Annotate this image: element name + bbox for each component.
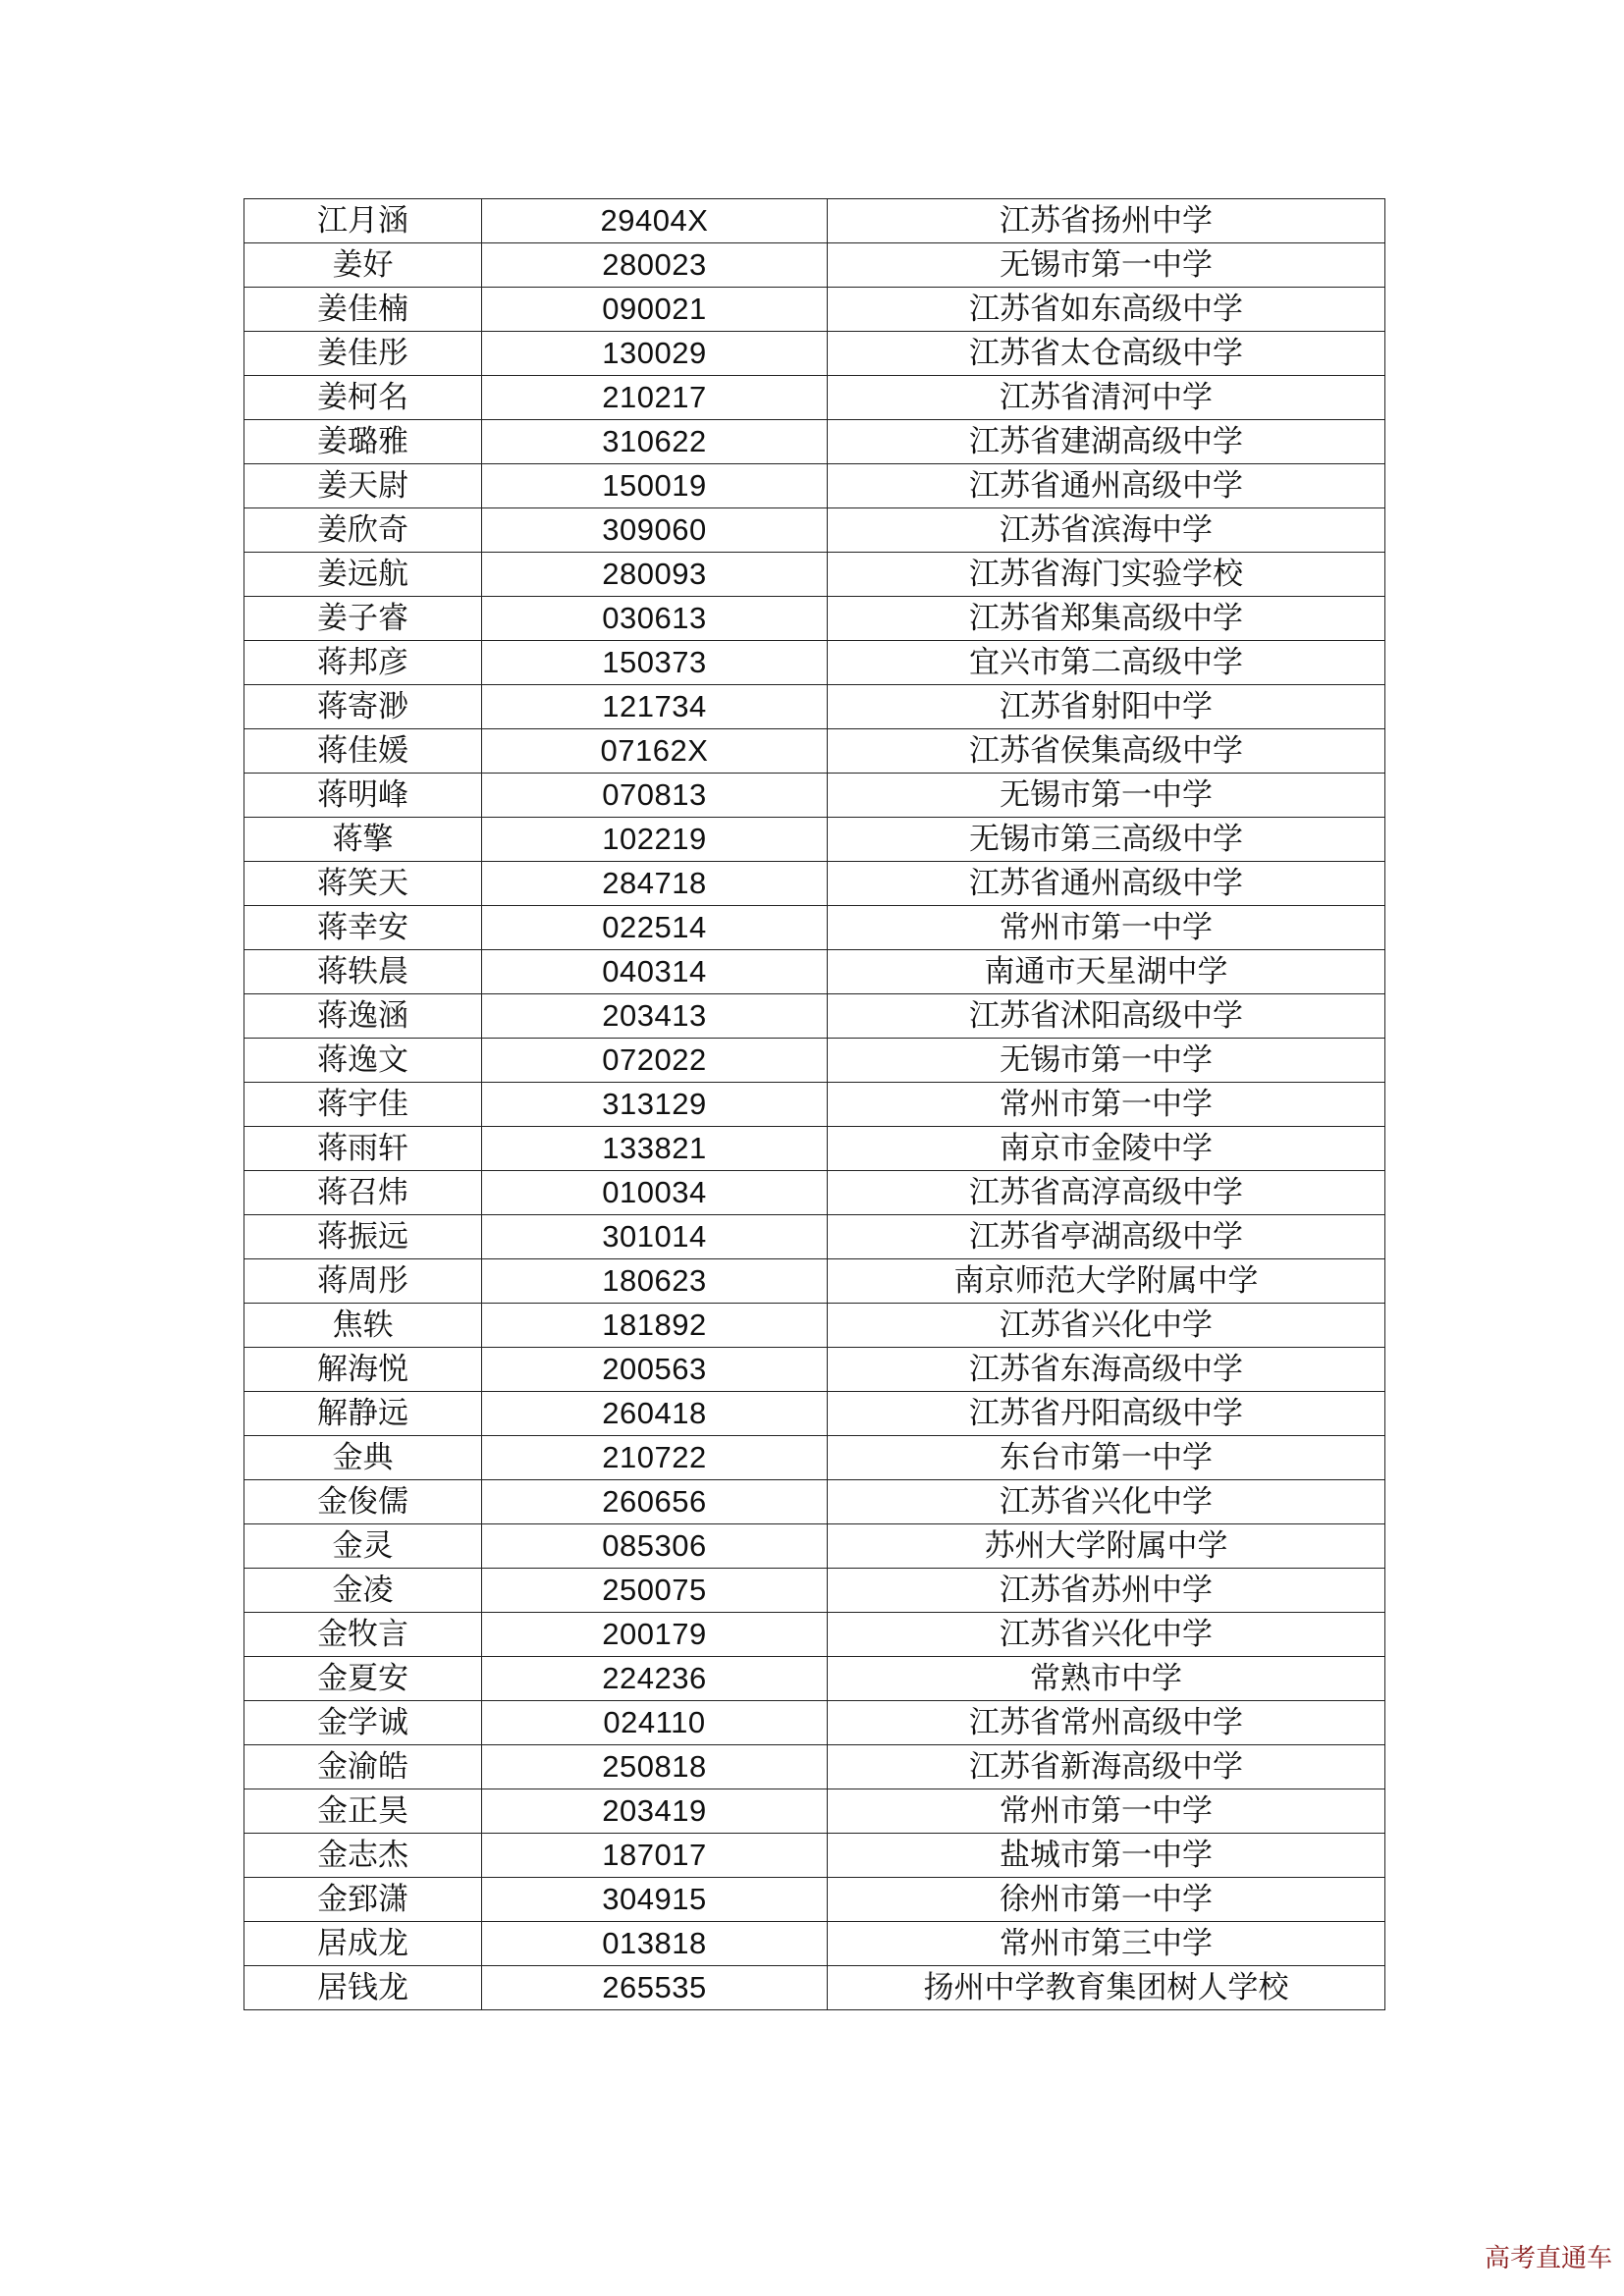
- student-name-cell: 金渝皓: [244, 1745, 482, 1789]
- student-id-cell: 203413: [482, 994, 828, 1039]
- school-name-cell: 江苏省清河中学: [828, 376, 1385, 420]
- table-row: [244, 199, 1385, 243]
- school-name-cell: 无锡市第一中学: [828, 243, 1385, 288]
- student-id-cell: 200179: [482, 1613, 828, 1657]
- table-row: [244, 1039, 1385, 1083]
- table-row: [244, 685, 1385, 729]
- table-row: [244, 1392, 1385, 1436]
- student-id-cell: 284718: [482, 862, 828, 906]
- table-row: [244, 1701, 1385, 1745]
- table-row: [244, 1789, 1385, 1834]
- roster-body: [244, 199, 1385, 2010]
- student-name-cell: 蒋明峰: [244, 774, 482, 818]
- school-name-cell: 东台市第一中学: [828, 1436, 1385, 1480]
- table-row: [244, 1569, 1385, 1613]
- student-id-cell: 210722: [482, 1436, 828, 1480]
- table-row: [244, 597, 1385, 641]
- student-name-cell: 金典: [244, 1436, 482, 1480]
- student-id-cell: 121734: [482, 685, 828, 729]
- student-id-cell: 090021: [482, 288, 828, 332]
- table-row: [244, 950, 1385, 994]
- table-row: [244, 1348, 1385, 1392]
- student-id-cell: 260418: [482, 1392, 828, 1436]
- student-name-cell: 蒋轶晨: [244, 950, 482, 994]
- student-name-cell: 蒋邦彦: [244, 641, 482, 685]
- table-row: [244, 1613, 1385, 1657]
- student-id-cell: 301014: [482, 1215, 828, 1259]
- student-name-cell: 金牧言: [244, 1613, 482, 1657]
- student-id-cell: 280093: [482, 553, 828, 597]
- school-name-cell: 扬州中学教育集团树人学校: [828, 1966, 1385, 2010]
- student-name-cell: 蒋振远: [244, 1215, 482, 1259]
- student-id-cell: 133821: [482, 1127, 828, 1171]
- student-id-cell: 265535: [482, 1966, 828, 2010]
- school-name-cell: 江苏省侯集高级中学: [828, 729, 1385, 774]
- table-row: [244, 641, 1385, 685]
- table-row: [244, 1215, 1385, 1259]
- table-row: [244, 1436, 1385, 1480]
- student-name-cell: 解静远: [244, 1392, 482, 1436]
- table-row: [244, 1127, 1385, 1171]
- school-name-cell: 常州市第一中学: [828, 1083, 1385, 1127]
- student-id-cell: 29404X: [482, 199, 828, 243]
- school-name-cell: 无锡市第三高级中学: [828, 818, 1385, 862]
- student-id-cell: 030613: [482, 597, 828, 641]
- student-name-cell: 焦轶: [244, 1304, 482, 1348]
- school-name-cell: 常州市第一中学: [828, 906, 1385, 950]
- student-name-cell: 居钱龙: [244, 1966, 482, 2010]
- student-id-cell: 010034: [482, 1171, 828, 1215]
- student-id-cell: 180623: [482, 1259, 828, 1304]
- student-roster-table: [244, 198, 1385, 2010]
- school-name-cell: 江苏省滨海中学: [828, 508, 1385, 553]
- school-name-cell: 无锡市第一中学: [828, 1039, 1385, 1083]
- school-name-cell: 南京师范大学附属中学: [828, 1259, 1385, 1304]
- student-id-cell: 310622: [482, 420, 828, 464]
- school-name-cell: 南通市天星湖中学: [828, 950, 1385, 994]
- school-name-cell: 无锡市第一中学: [828, 774, 1385, 818]
- table-row: [244, 1834, 1385, 1878]
- student-name-cell: 金志杰: [244, 1834, 482, 1878]
- school-name-cell: 江苏省亭湖高级中学: [828, 1215, 1385, 1259]
- student-id-cell: 040314: [482, 950, 828, 994]
- school-name-cell: 江苏省建湖高级中学: [828, 420, 1385, 464]
- school-name-cell: 盐城市第一中学: [828, 1834, 1385, 1878]
- student-id-cell: 072022: [482, 1039, 828, 1083]
- table-row: [244, 1657, 1385, 1701]
- table-row: [244, 1480, 1385, 1524]
- student-id-cell: 203419: [482, 1789, 828, 1834]
- student-id-cell: 150373: [482, 641, 828, 685]
- school-name-cell: 江苏省丹阳高级中学: [828, 1392, 1385, 1436]
- student-id-cell: 250075: [482, 1569, 828, 1613]
- student-name-cell: 金学诚: [244, 1701, 482, 1745]
- table-row: [244, 729, 1385, 774]
- school-name-cell: 江苏省兴化中学: [828, 1480, 1385, 1524]
- student-id-cell: 200563: [482, 1348, 828, 1392]
- watermark-label: 高考直通车: [1484, 2244, 1612, 2273]
- school-name-cell: 江苏省兴化中学: [828, 1304, 1385, 1348]
- student-name-cell: 金凌: [244, 1569, 482, 1613]
- student-id-cell: 309060: [482, 508, 828, 553]
- school-name-cell: 苏州大学附属中学: [828, 1524, 1385, 1569]
- student-id-cell: 07162X: [482, 729, 828, 774]
- table-row: [244, 288, 1385, 332]
- student-name-cell: 姜柯名: [244, 376, 482, 420]
- student-name-cell: 蒋逸涵: [244, 994, 482, 1039]
- table-row: [244, 376, 1385, 420]
- student-name-cell: 蒋幸安: [244, 906, 482, 950]
- student-id-cell: 187017: [482, 1834, 828, 1878]
- table-row: [244, 862, 1385, 906]
- school-name-cell: 江苏省海门实验学校: [828, 553, 1385, 597]
- school-name-cell: 常熟市中学: [828, 1657, 1385, 1701]
- student-id-cell: 250818: [482, 1745, 828, 1789]
- student-name-cell: 蒋雨轩: [244, 1127, 482, 1171]
- table-row: [244, 508, 1385, 553]
- student-name-cell: 金夏安: [244, 1657, 482, 1701]
- student-name-cell: 姜天尉: [244, 464, 482, 508]
- student-name-cell: 解海悦: [244, 1348, 482, 1392]
- student-id-cell: 022514: [482, 906, 828, 950]
- table-row: [244, 774, 1385, 818]
- school-name-cell: 南京市金陵中学: [828, 1127, 1385, 1171]
- table-row: [244, 243, 1385, 288]
- student-name-cell: 蒋宇佳: [244, 1083, 482, 1127]
- school-name-cell: 江苏省郑集高级中学: [828, 597, 1385, 641]
- student-name-cell: 姜子睿: [244, 597, 482, 641]
- student-id-cell: 280023: [482, 243, 828, 288]
- table-row: [244, 553, 1385, 597]
- student-id-cell: 313129: [482, 1083, 828, 1127]
- school-name-cell: 江苏省扬州中学: [828, 199, 1385, 243]
- table-row: [244, 994, 1385, 1039]
- student-id-cell: 260656: [482, 1480, 828, 1524]
- table-row: [244, 1524, 1385, 1569]
- table-row: [244, 1745, 1385, 1789]
- student-name-cell: 蒋佳媛: [244, 729, 482, 774]
- table-row: [244, 1878, 1385, 1922]
- student-name-cell: 金俊儒: [244, 1480, 482, 1524]
- student-name-cell: 金灵: [244, 1524, 482, 1569]
- student-id-cell: 130029: [482, 332, 828, 376]
- table-row: [244, 1259, 1385, 1304]
- student-id-cell: 181892: [482, 1304, 828, 1348]
- school-name-cell: 江苏省沭阳高级中学: [828, 994, 1385, 1039]
- table-row: [244, 464, 1385, 508]
- student-id-cell: 304915: [482, 1878, 828, 1922]
- table-row: [244, 1966, 1385, 2010]
- school-name-cell: 江苏省高淳高级中学: [828, 1171, 1385, 1215]
- student-name-cell: 金正昊: [244, 1789, 482, 1834]
- school-name-cell: 江苏省苏州中学: [828, 1569, 1385, 1613]
- student-id-cell: 024110: [482, 1701, 828, 1745]
- table-row: [244, 1922, 1385, 1966]
- table-row: [244, 1083, 1385, 1127]
- student-name-cell: 姜璐雅: [244, 420, 482, 464]
- school-name-cell: 江苏省新海高级中学: [828, 1745, 1385, 1789]
- school-name-cell: 江苏省东海高级中学: [828, 1348, 1385, 1392]
- student-name-cell: 金郅潇: [244, 1878, 482, 1922]
- student-id-cell: 085306: [482, 1524, 828, 1569]
- school-name-cell: 江苏省如东高级中学: [828, 288, 1385, 332]
- student-name-cell: 姜欣奇: [244, 508, 482, 553]
- school-name-cell: 江苏省通州高级中学: [828, 464, 1385, 508]
- table-row: [244, 420, 1385, 464]
- student-id-cell: 150019: [482, 464, 828, 508]
- school-name-cell: 宜兴市第二高级中学: [828, 641, 1385, 685]
- school-name-cell: 常州市第三中学: [828, 1922, 1385, 1966]
- school-name-cell: 江苏省太仓高级中学: [828, 332, 1385, 376]
- school-name-cell: 江苏省通州高级中学: [828, 862, 1385, 906]
- table-row: [244, 906, 1385, 950]
- student-id-cell: 102219: [482, 818, 828, 862]
- student-id-cell: 070813: [482, 774, 828, 818]
- student-name-cell: 蒋周彤: [244, 1259, 482, 1304]
- school-name-cell: 江苏省射阳中学: [828, 685, 1385, 729]
- student-name-cell: 蒋召炜: [244, 1171, 482, 1215]
- school-name-cell: 江苏省兴化中学: [828, 1613, 1385, 1657]
- student-name-cell: 江月涵: [244, 199, 482, 243]
- student-name-cell: 姜佳楠: [244, 288, 482, 332]
- student-name-cell: 姜好: [244, 243, 482, 288]
- student-name-cell: 姜佳彤: [244, 332, 482, 376]
- student-id-cell: 224236: [482, 1657, 828, 1701]
- student-name-cell: 居成龙: [244, 1922, 482, 1966]
- student-id-cell: 013818: [482, 1922, 828, 1966]
- table-row: [244, 818, 1385, 862]
- table-row: [244, 1171, 1385, 1215]
- student-name-cell: 姜远航: [244, 553, 482, 597]
- school-name-cell: 江苏省常州高级中学: [828, 1701, 1385, 1745]
- table-row: [244, 332, 1385, 376]
- school-name-cell: 常州市第一中学: [828, 1789, 1385, 1834]
- student-name-cell: 蒋寄渺: [244, 685, 482, 729]
- student-name-cell: 蒋逸文: [244, 1039, 482, 1083]
- student-id-cell: 210217: [482, 376, 828, 420]
- student-name-cell: 蒋擎: [244, 818, 482, 862]
- table-row: [244, 1304, 1385, 1348]
- student-name-cell: 蒋笑天: [244, 862, 482, 906]
- school-name-cell: 徐州市第一中学: [828, 1878, 1385, 1922]
